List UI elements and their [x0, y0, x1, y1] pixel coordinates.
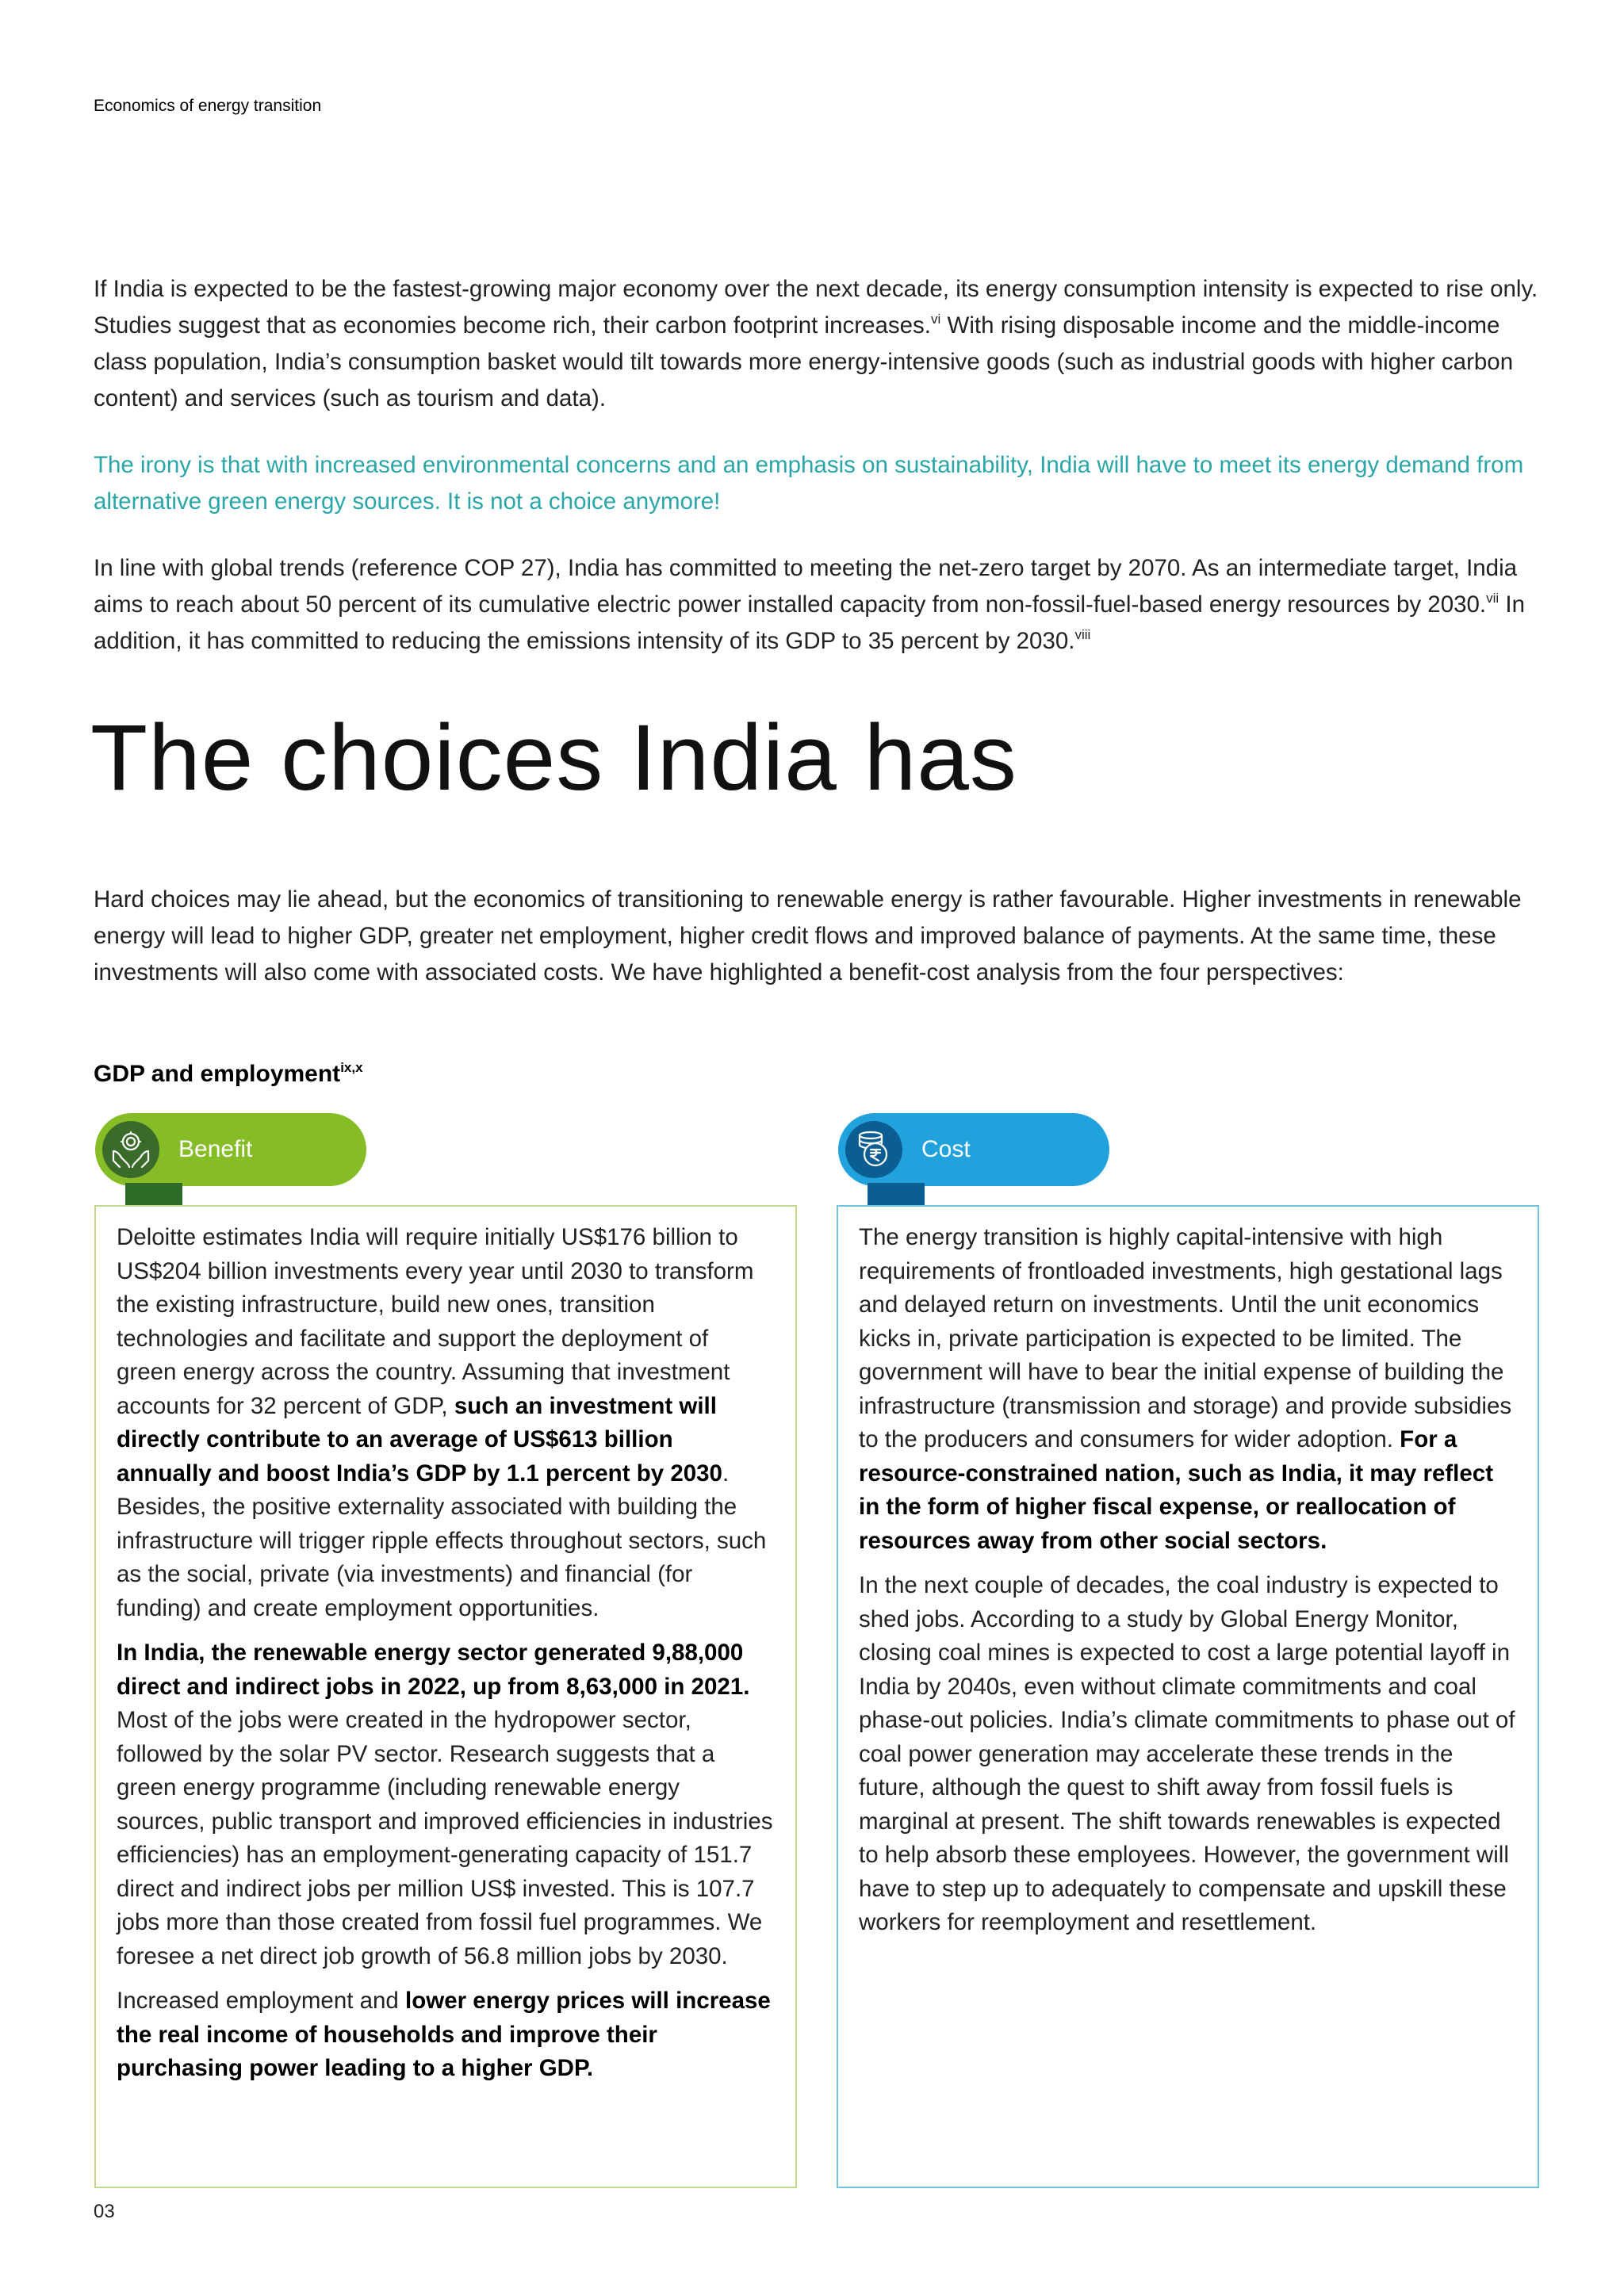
hands-holding-globe-icon — [102, 1121, 159, 1178]
cost-tab-stub — [868, 1183, 925, 1205]
intro-section — [94, 271, 1545, 690]
benefit-paragraph-2: In India, the renewable energy sector generated 9,88,000 direct and indirect jobs in 2022, up from 8,63,000 in 2021. Most of the jobs were created in the hydropower sector, followed by the solar PV sector. Research suggests that a green energy programme (including renewable energy sources, public transport and improved efficiencies in industries efficiencies) has an employment-generating capacity of 151.7 direct and indirect jobs per million US$ invested. This is 107.7 jobs more than those created from fossil fuel programmes. We foresee a net direct job growth of 56.8 million jobs by 2030. — [117, 1640, 773, 1969]
footnote-ref: viii — [1074, 627, 1091, 642]
cost-label-pill — [838, 1113, 1109, 1186]
cost-paragraph-2: In the next couple of decades, the coal industry is expected to shed jobs. According to a study by Global Energy Monitor, closing coal mines is expected to cost a large potential layoff in India by 2040s, even without climate commitments and coal phase-out policies. India’s climate commitments to phase out of coal power generation may accelerate these trends in the future, although the quest to shift away from fossil fuels is marginal at present. The shift towards renewables is expected to help absorb these employees. However, the government will have to step up to adequately to compensate and upskill these workers for reemployment and resettlement. — [859, 1572, 1515, 1935]
cost-label: Cost — [921, 1136, 971, 1162]
page-number: 03 — [94, 2201, 115, 2222]
running-header: Economics of energy transition — [94, 97, 322, 115]
cost-paragraph-1: The energy transition is highly capital-intensive with high requirements of frontloaded investments, high gestational lags and delayed return on investments. Until the unit economics kicks in, private participation is expected to be limited. The government will have to bear the initial expense of building the infrastructure (transmission and storage) and provide subsidies to the producers and consumers for wider adoption. For a resource-constrained nation, such as India, it may reflect in the form of higher fiscal expense, or reallocation of resources away from other social sectors. — [859, 1224, 1512, 1554]
footnote-ref: vii — [1486, 591, 1500, 606]
subheading-gdp-employment: GDP and employment$^{ix,x}$ — [94, 1060, 363, 1087]
intro-paragraph-3: In line with global trends (reference COP 27), India has committed to meeting the net-zero target by 2070. As an intermediate target, India aims to reach about 50 percent of its cumulative electric power installed capacity from non-fossil-fuel-based energy resources by 2030.$^{vii}$ In addition, it has committed to reducing the emissions intensity of its GDP to 35 percent by 2030.$^{viii}$ — [94, 555, 1526, 654]
footnote-ref: ix,x — [340, 1060, 363, 1075]
section-intro-paragraph: Hard choices may lie ahead, but the economics of transitioning to renewable energy is rather favourable. Higher investments in renewable energy will lead to higher GDP, greater net employment, higher credit flows and improved balance of payments. At the same time, these investments will also come with associated costs. We have highlighted a benefit-cost analysis from the four perspectives: — [94, 886, 1522, 985]
footnote-ref: vi — [931, 312, 941, 327]
rupee-coins-icon — [845, 1121, 902, 1178]
intro-paragraph-1: If India is expected to be the fastest-growing major economy over the next decade, its energy consumption intensity is expected to rise only. Studies suggest that as economies become rich, their carbon footprint increases.$^{vi}$ With rising disposable income and the middle-income class population, India’s consumption basket would tilt towards more energy-intensive goods (such as industrial goods with higher carbon content) and services (such as tourism and data). — [94, 276, 1538, 411]
benefit-paragraph-1: Deloitte estimates India will require initially US$176 billion to US$204 billion investments every year until 2030 to transform the existing infrastructure, build new ones, transition technologies and facilitate and support the deployment of green energy across the country. Assuming that investment accounts for 32 percent of GDP, such an investment will directly contribute to an average of US$613 billion annually and boost India’s GDP by 1.1 percent by 2030. Besides, the positive externality associated with building the infrastructure will trigger ripple effects throughout sectors, such as the social, private (via investments) and financial (for funding) and create employment opportunities. — [117, 1224, 767, 1621]
cost-box — [837, 1205, 1539, 2188]
benefit-label-pill — [95, 1113, 366, 1186]
benefit-paragraph-3: Increased employment and lower energy prices will increase the real income of households and improve their purchasing power leading to a higher GDP. — [117, 1988, 771, 2081]
benefit-box — [94, 1205, 797, 2188]
benefit-label: Benefit — [178, 1136, 253, 1162]
benefit-tab-stub — [125, 1183, 182, 1205]
section-title: The choices India has — [90, 706, 1017, 810]
highlight-paragraph: The irony is that with increased environmental concerns and an emphasis on sustainability, India will have to meet its energy demand from alternative green energy sources. It is not a choice anymore! — [94, 452, 1524, 515]
